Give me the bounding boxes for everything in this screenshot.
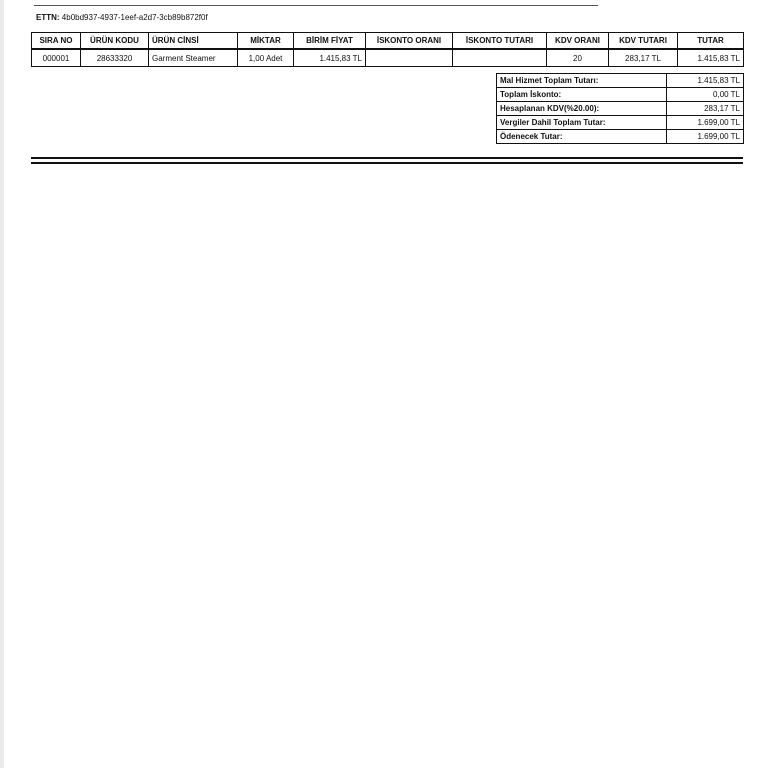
cell-sira-no: 000001: [32, 49, 81, 67]
totals-row-vergiler-dahil: [497, 116, 744, 130]
col-header-kdv-tutari: KDV TUTARI: [609, 33, 678, 50]
totals-label: Hesaplanan KDV(%20.00):: [497, 102, 667, 116]
cell-urun-kodu: 28633320: [81, 49, 149, 67]
totals-label: Ödenecek Tutar:: [497, 130, 667, 144]
bottom-double-divider: [31, 157, 743, 164]
cell-iskonto-orani: [366, 49, 453, 67]
invoice-items-table: [31, 32, 744, 67]
col-header-miktar: MİKTAR: [238, 33, 294, 50]
top-divider: [34, 5, 598, 6]
totals-value: 283,17 TL: [667, 102, 744, 116]
ettn-value: 4b0bd937-4937-1eef-a2d7-3cb89b872f0f: [61, 13, 208, 22]
page-left-edge: [0, 0, 4, 768]
cell-miktar: 1,00 Adet: [238, 49, 294, 67]
totals-label: Mal Hizmet Toplam Tutarı:: [497, 74, 667, 88]
totals-row-kdv: [497, 102, 744, 116]
totals-row-odenecek: [497, 130, 744, 144]
cell-urun-cinsi: Garment Steamer: [149, 49, 238, 67]
col-header-birim-fiyat: BİRİM FİYAT: [294, 33, 366, 50]
items-header-row: [32, 33, 744, 50]
totals-row-mal-hizmet: [497, 74, 744, 88]
cell-iskonto-tutari: [453, 49, 547, 67]
table-row: [32, 49, 744, 67]
col-header-kdv-orani: KDV ORANI: [547, 33, 609, 50]
totals-value: 1.699,00 TL: [667, 116, 744, 130]
cell-birim-fiyat: 1.415,83 TL: [294, 49, 366, 67]
totals-label: Toplam İskonto:: [497, 88, 667, 102]
totals-value: 1.415,83 TL: [667, 74, 744, 88]
invoice-totals-table: [496, 73, 744, 144]
col-header-urun-cinsi: ÜRÜN CİNSİ: [149, 33, 238, 50]
cell-tutar: 1.415,83 TL: [678, 49, 744, 67]
ettn-line: [36, 13, 208, 22]
cell-kdv-tutari: 283,17 TL: [609, 49, 678, 67]
col-header-iskonto-orani: İSKONTO ORANI: [366, 33, 453, 50]
totals-label: Vergiler Dahil Toplam Tutar:: [497, 116, 667, 130]
cell-kdv-orani: 20: [547, 49, 609, 67]
totals-value: 0,00 TL: [667, 88, 744, 102]
totals-row-iskonto: [497, 88, 744, 102]
ettn-label: ETTN:: [36, 13, 60, 22]
col-header-sira-no: SIRA NO: [32, 33, 81, 50]
totals-value: 1.699,00 TL: [667, 130, 744, 144]
col-header-tutar: TUTAR: [678, 33, 744, 50]
col-header-iskonto-tutari: İSKONTO TUTARI: [453, 33, 547, 50]
col-header-urun-kodu: ÜRÜN KODU: [81, 33, 149, 50]
